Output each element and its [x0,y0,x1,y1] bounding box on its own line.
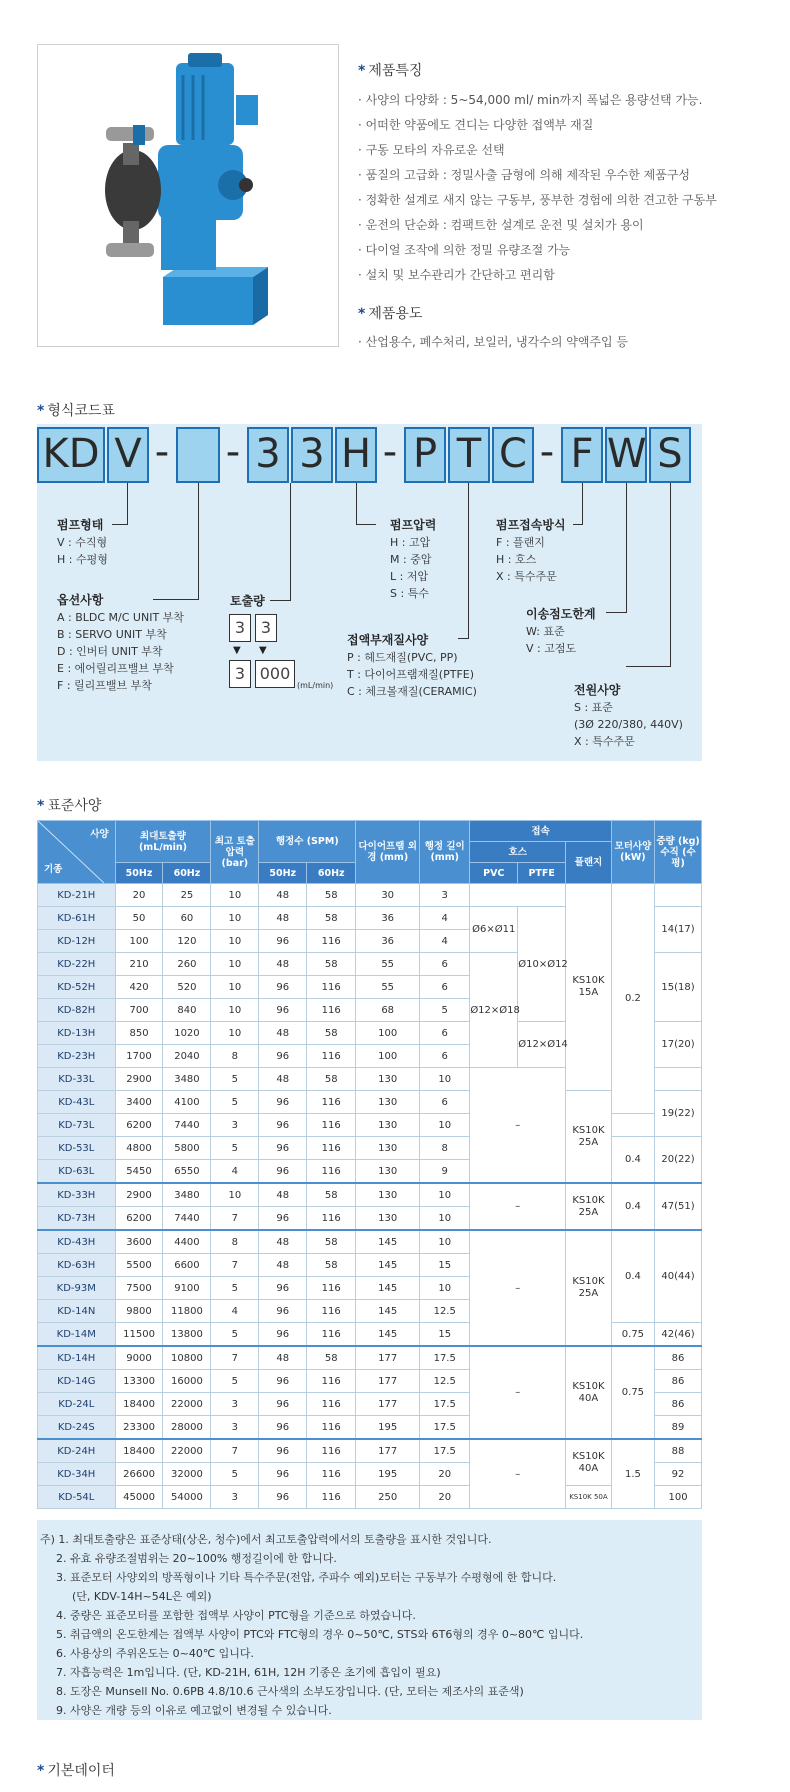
header-ptfe: PTFE [518,863,566,884]
header-max-flow: 최대토출량 (mL/min) [115,821,211,863]
pressure-title: 펌프압력 [390,518,437,532]
table-row: KD-34H 26600 32000 5 96 116 195 20 92 [38,1463,702,1486]
header-weight: 중량 (kg) 수직 (수평) [655,821,702,884]
options-title: 옵션사항 [57,593,104,607]
arrow-down-icon: ▼ [233,645,241,656]
header-50hz: 50Hz [259,863,307,884]
arrow-down-icon: ▼ [259,645,267,656]
table-row: KD-63H 5500 6600 7 48 58 145 15 [38,1254,702,1277]
header-spm: 행정수 (SPM) [259,821,356,863]
connection-item: H : 호스 [496,553,537,566]
feature-item: · 정확한 설계로 새지 않는 구동부, 풍부한 경험에 의한 견고한 구동부 [358,193,717,207]
pressure-item: S : 특수 [390,587,429,600]
table-row: KD-13H 850 1020 10 48 58 100 6 Ø12×Ø14 17(20) [38,1022,702,1045]
code-box-f: F [561,427,603,483]
pressure-item: L : 저압 [390,570,429,583]
viscosity-item: W: 표준 [526,625,565,638]
option-item: A : BLDC M/C UNIT 부착 [57,611,184,624]
wetted-item: P : 헤드재질(PVC, PP) [347,651,458,664]
feature-item: · 운전의 단순화 : 컴팩트한 설계로 운전 및 설치가 용이 [358,218,644,232]
wetted-item: C : 체크볼재질(CERAMIC) [347,685,477,698]
code-dash: - [539,429,555,475]
note-line: 7. 자흡능력은 1m입니다. (단, KD-21H, 61H, 12H 기종은 초기에 흡입이 필요) [56,1666,441,1679]
table-row: KD-14N 9800 11800 4 96 116 145 12.5 [38,1300,702,1323]
option-item: B : SERVO UNIT 부착 [57,628,167,641]
table-row: KD-24L 18400 22000 3 96 116 177 17.5 86 [38,1393,702,1416]
viscosity-item: V : 고점도 [526,642,577,655]
header-pvc: PVC [470,863,518,884]
connection-title: 펌프접속방식 [496,518,566,532]
power-item: S : 표준 [574,701,613,714]
code-box-t: T [448,427,490,483]
table-row: KD-43H 3600 4400 8 48 58 145 10 – KS10K 25A 0.4 40(44) [38,1230,702,1254]
table-row: KD-33H 2900 3480 10 48 58 130 10 – KS10K 25A 0.4 47(51) [38,1183,702,1207]
feature-item: · 설치 및 보수관리가 간단하고 편리함 [358,268,555,282]
table-row: KD-53L 4800 5800 5 96 116 130 8 0.4 20(22) [38,1137,702,1160]
table-row: KD-54L 45000 54000 3 96 116 250 20 KS10K 50A 100 [38,1486,702,1509]
features-heading: * 제품특징 [358,63,423,79]
uses-heading: * 제품용도 [358,306,423,322]
code-box-s: S [649,427,691,483]
table-row: KD-73L 6200 7440 3 96 116 130 10 [38,1114,702,1137]
table-row: KD-23H 1700 2040 8 96 116 100 6 [38,1045,702,1068]
code-box-pressure: H [335,427,377,483]
table-row: KD-63L 5450 6550 4 96 116 130 9 [38,1160,702,1184]
header-60hz: 60Hz [163,863,211,884]
table-row: KD-93M 7500 9100 5 96 116 145 10 [38,1277,702,1300]
discharge-unit: (mL/min) [297,681,334,690]
table-row: KD-22H 210 260 10 48 58 55 6 Ø12×Ø18 15(18) [38,953,702,976]
wetted-title: 접액부재질사양 [347,633,429,647]
table-row: KD-82H 700 840 10 96 116 68 5 [38,999,702,1022]
connection-item: X : 특수주문 [496,570,557,583]
note-line: 주) 1. 최대토출량은 표준상태(상온, 청수)에서 최고토출압력에서의 토출량을 표시한 것입니다. [40,1533,492,1546]
discharge-box: 3 [255,614,277,642]
discharge-box: 000 [255,660,295,688]
code-box-option [176,427,220,483]
feature-item: · 구동 모타의 자유로운 선택 [358,143,505,157]
code-box-v: V [107,427,149,483]
pump-type-title: 펌프형태 [57,518,104,532]
header-stroke: 행정 길이 (mm) [420,821,470,884]
table-row: KD-14H 9000 10800 7 48 58 177 17.5 – KS10K 40A 0.75 86 [38,1346,702,1370]
table-row: KD-73H 6200 7440 7 96 116 130 10 [38,1207,702,1231]
viscosity-title: 이송점도한계 [526,607,596,621]
note-line: 2. 유효 유량조절범위는 20~100% 행정길이에 한 합니다. [56,1552,337,1565]
table-row: KD-33L 2900 3480 5 48 58 130 10 – [38,1068,702,1091]
feature-item: · 어떠한 약품에도 견디는 다양한 접액부 재질 [358,118,594,132]
pump-type-item: H : 수평형 [57,553,108,566]
code-box-kd: KD [37,427,105,483]
code-dash: - [382,429,398,475]
note-line: 9. 사양은 개량 등의 이유로 예고없이 변경될 수 있습니다. [56,1704,332,1717]
feature-item: · 사양의 다양화 : 5~54,000 ml/ min까지 폭넓은 용량선택 가능. [358,93,703,107]
table-row: KD-61H 50 60 10 48 58 36 4 Ø6×Ø11 Ø10×Ø12 14(17) [38,907,702,930]
table-row: KD-52H 420 520 10 96 116 55 6 [38,976,702,999]
table-row: KD-14G 13300 16000 5 96 116 177 12.5 86 [38,1370,702,1393]
option-item: D : 인버터 UNIT 부착 [57,645,163,658]
header-spec-model: 사양 기종 [38,821,116,884]
code-dash: - [225,429,241,475]
feature-item: · 품질의 고급화 : 정밀사출 금형에 의해 제작된 우수한 제품구성 [358,168,691,182]
header-hose: 호스 [470,842,566,863]
table-row: KD-43L 3400 4100 5 96 116 130 6 KS10K 25A 19(22) [38,1091,702,1114]
power-item: (3Ø 220/380, 440V) [574,718,683,731]
table-row: KD-14M 11500 13800 5 96 116 145 15 0.75 42(46) [38,1323,702,1347]
header-50hz: 50Hz [115,863,163,884]
product-photo-frame [37,44,339,347]
header-60hz: 60Hz [307,863,356,884]
header-motor: 모터사양 (kW) [611,821,654,884]
spec-heading: * 표준사양 [37,798,102,814]
model-code-heading: * 형식코드표 [37,403,115,419]
table-row: KD-24H 18400 22000 7 96 116 177 17.5 – KS10K 40A 1.5 88 [38,1439,702,1463]
option-item: E : 에어릴리프밸브 부착 [57,662,174,675]
spec-table [37,820,702,1509]
wetted-item: T : 다이어프램재질(PTFE) [347,668,475,681]
table-row: KD-21H 20 25 10 48 58 30 3 KS10K 15A 0.2 [38,884,702,907]
power-item: X : 특수주문 [574,735,635,748]
power-title: 전원사양 [574,683,621,697]
header-diaphragm: 다이어프램 외경 (mm) [356,821,420,884]
code-box-flow-1: 3 [247,427,289,483]
header-max-pressure: 최고 토출압력 (bar) [211,821,259,884]
note-line: 8. 도장은 Munsell No. 0.6PB 4.8/10.6 근사색의 소부도장입니다. (단, 모터는 제조사의 표준색) [56,1685,524,1698]
note-line: 3. 표준모터 사양외의 방폭형이나 기타 특수주문(전압, 주파수 예외)모터는 구동부가 수평형에 한 합니다. [56,1571,557,1584]
basic-data-heading: * 기본데이터 [37,1763,115,1779]
table-row: KD-12H 100 120 10 96 116 36 4 [38,930,702,953]
pressure-item: H : 고압 [390,536,431,549]
header-connection: 접속 [470,821,611,842]
note-line: (단, KDV-14H~54L은 예외) [72,1590,212,1603]
pump-type-item: V : 수직형 [57,536,108,549]
code-dash: - [154,429,170,475]
uses-text: · 산업용수, 폐수처리, 보일러, 냉각수의 약액주입 등 [358,335,628,349]
code-box-p: P [404,427,446,483]
note-line: 5. 취급액의 온도한계는 접액부 사양이 PTC와 FTC형의 경우 0~50℃, STS와 6T6형의 경우 0~80℃ 입니다. [56,1628,584,1641]
table-row: KD-24S 23300 28000 3 96 116 195 17.5 89 [38,1416,702,1440]
discharge-box: 3 [229,614,251,642]
pressure-item: M : 중압 [390,553,432,566]
discharge-box: 3 [229,660,251,688]
connection-item: F : 플랜지 [496,536,545,549]
code-box-c: C [492,427,534,483]
note-line: 4. 중량은 표준모터를 포함한 접액부 사양이 PTC형을 기준으로 하였습니다. [56,1609,416,1622]
code-box-flow-2: 3 [291,427,333,483]
code-box-w: W [605,427,647,483]
option-item: F : 릴리프밸브 부착 [57,679,152,692]
discharge-title: 토출량 [230,594,265,608]
header-flange: 플랜지 [566,842,612,884]
feature-item: · 다이얼 조작에 의한 정밀 유량조절 가능 [358,243,571,257]
note-line: 6. 사용상의 주위온도는 0~40℃ 입니다. [56,1647,255,1660]
metering-pump-illustration [38,45,338,346]
